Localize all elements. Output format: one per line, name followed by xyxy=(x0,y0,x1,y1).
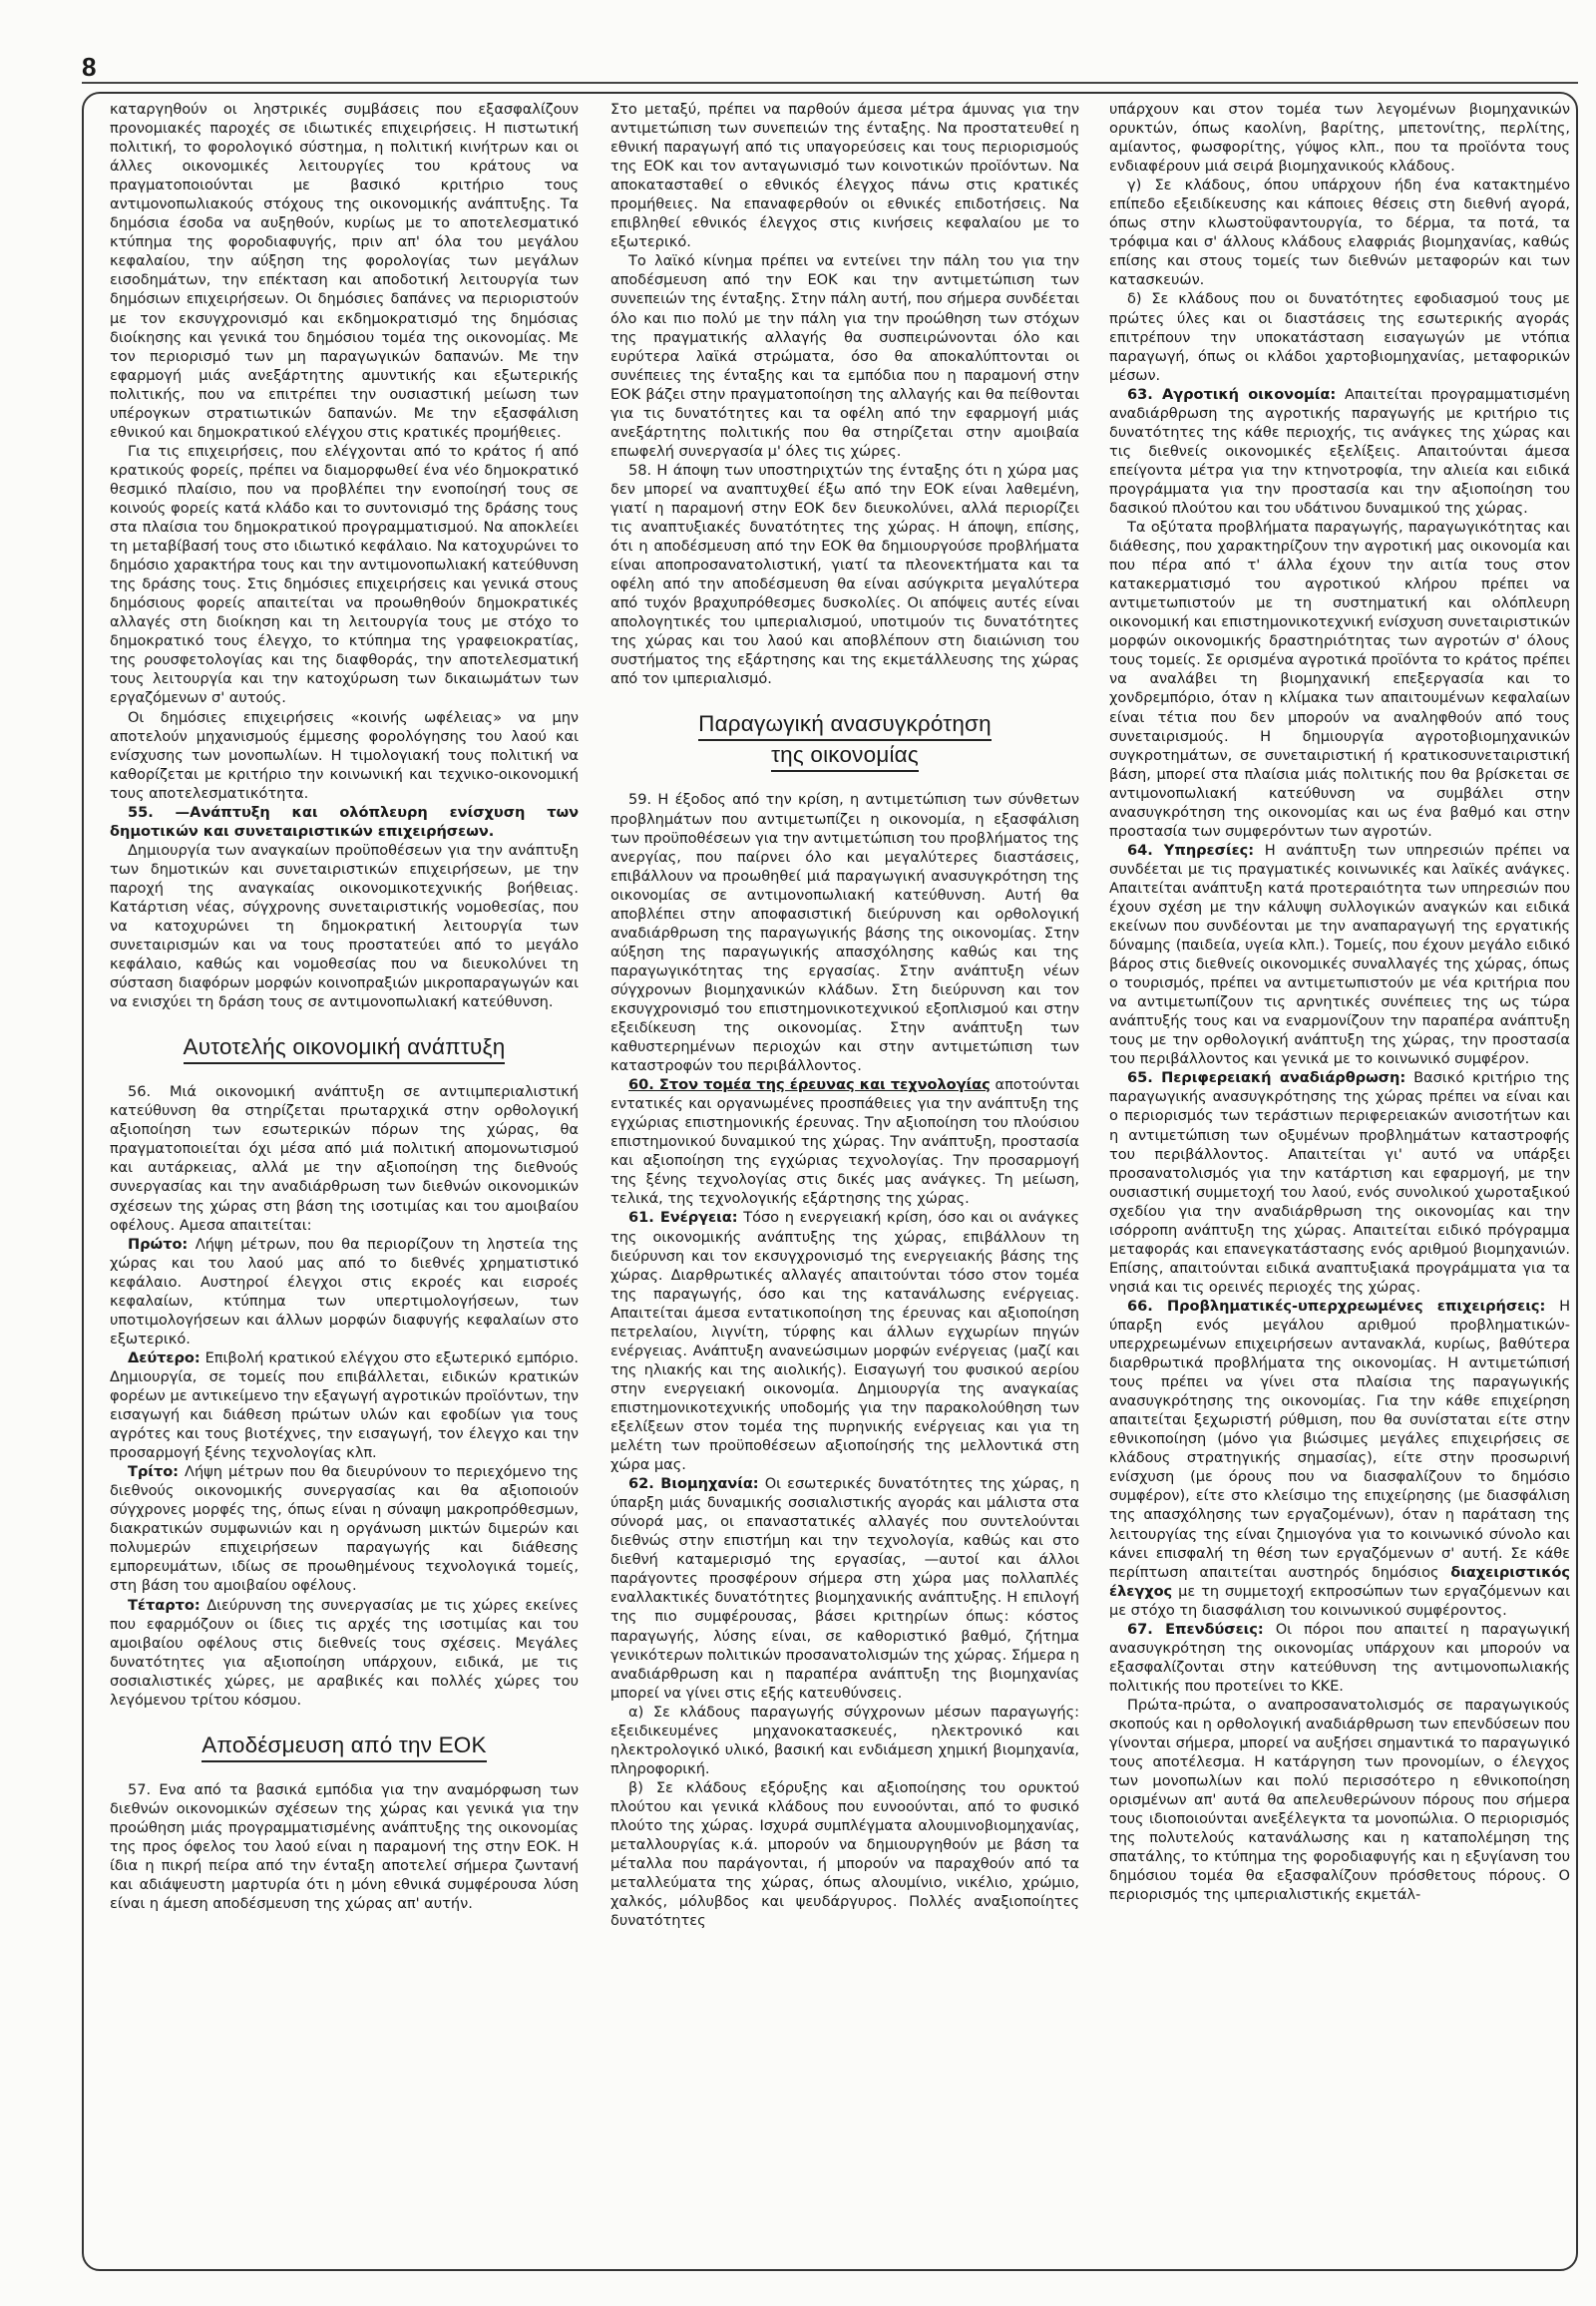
point-label: Πρώτο: xyxy=(128,1235,189,1253)
point-text: Λήψη μέτρων, που θα περιορίζουν τη ληστεία της χώρας και του λαού μας από το διεθνές χρηματιστικό κεφάλαιο. Αυστηροί έλεγχοι στις εκροές και εισροές κεφαλαίων, κτύπημα των υπερτιμολογήσεων, των υποτιμολογήσεων και άλλων μορφών διαφυγής κεφαλαίων στο εξωτερικό. xyxy=(110,1235,579,1347)
item-label: 63. Αγροτική οικονομία: xyxy=(1127,385,1337,403)
point-fourth xyxy=(110,1596,579,1710)
section-heading-eec-withdrawal xyxy=(110,1731,579,1762)
column-1 xyxy=(110,100,579,2264)
item-61 xyxy=(610,1208,1079,1474)
item-55-heading xyxy=(110,803,579,841)
header-rule xyxy=(82,82,1578,84)
point-text: Διεύρυνση της συνεργασίας με τις χώρες εκείνες που εφαρμόζουν οι ίδιες τις αρχές της ισοτιμίας και του αμοιβαίου οφέλους στις διεθνείς τους σχέσεις. Μεγάλες δυνατότητες για αξιοποίηση υπάρχουν, ειδικά, με τις σοσιαλιστικές χώρες, με αραβικές και πολλές χώρες του λεγόμενου τρίτου κόσμου. xyxy=(110,1596,579,1709)
point-label: Τέταρτο: xyxy=(128,1596,200,1614)
paragraph: Στο μεταξύ, πρέπει να παρθούν άμεσα μέτρα άμυνας για την αντιμετώπιση των συνεπειών της ένταξης. Να προστατευθεί η εθνική παραγωγή από τις υπαγορεύσεις και τους περιορισμούς της ΕΟΚ και τον ανταγωνισμό των κοινοτικών προϊόντων. Να αποκατασταθεί ο εθνικός έλεγχος πάνω στις κρατικές προμήθειες. Να επαναφερθούν οι εθνικές επιδοτήσεις. Να επιβληθεί εθνικός έλεγχος στις κινήσεις κεφαλαίου με το εξωτερικό. xyxy=(610,101,1079,251)
paragraph: καταργηθούν οι ληστρικές συμβάσεις που εξασφαλίζουν προνομιακές παροχές σε ιδιωτικές επιχειρήσεις. Η πιστωτική πολιτική, το φορολογικό σύστημα, η πολιτική κινήτρων και οι άλλες οικονομικές λειτουργίες του κράτους να πραγματοποιούνται με βασικό κριτήριο τους αντιμονοπωλιακούς στόχους της οικονομικής ανάπτυξης. Τα δημόσια έσοδα να αυξηθούν, κυρίως με το αποτελεσματικό κτύπημα της φοροδιαφυγής, πριν απ' όλα του μεγάλου κεφαλαίου, την αύξηση της φορολογίας των μεγάλων εισοδημάτων, την επέκταση και αποδοτική λειτουργία των δημόσιων επιχειρήσεων. Οι δημόσιες δαπάνες να περιοριστούν με τον εκσυγχρονισμό και εκδημοκρατισμό της δημόσιας διοίκησης και γενικά του δημόσιου τομέα της οικονομίας. Με τον περιορισμό των μη παραγωγικών δαπανών. Με την εφαρμογή μιάς ανεξάρτητης αμυντικής και εξωτερικής πολιτικής, που να επιτρέπει την ουσιαστική μείωση των υπέρογκων στρατιωτικών δαπανών. Με την εξασφάλιση εθνικού και δημοκρατικού ελέγχου στις κρατικές προμήθειες. xyxy=(110,101,579,441)
point-first xyxy=(110,1235,579,1348)
paragraph: Οι δημόσιες επιχειρήσεις «κοινής ωφέλειας» να μην αποτελούν μηχανισμούς έμμεσης φορολόγησης του λαού και ενίσχυσης των μονοπωλίων. Η τιμολογιακή τους πολιτική να καθορίζεται με κριτήριο την κοινωνική και τεχνικο-οικονομική τους αποτελεσματικότητα. xyxy=(110,708,579,802)
item-text: Η ύπαρξη ενός μεγάλου αριθμού προβληματικών-υπερχρεωμένων επιχειρήσεων αντανακλά, κυρίως, βαθύτερα διαρθρωτικά προβλήματα της οικονομίας. Η αντιμετώπισή τους πρέπει να γίνει στα πλαίσια της παραγωγικής ανασυγκρότησης της οικονομίας. Για την κάθε επιχείρηση απαιτείται ξεχωριστή ρύθμιση, που θα συνίσταται είτε στην εθνικοποίηση (μόνο για βιώσιμες μεγάλες επιχειρήσεις σε κλάδους στρατηγικής σημασίας), είτε στην προσωρινή ενίσχυση (με όρους που να διασφαλίζουν το δημόσιο συμφέρον), είτε στο κλείσιμο της επιχείρησης (με διασφάλιση της απασχόλησης των εργαζομένων), όταν η παράταση της λειτουργίας της είναι ζημιογόνα για το κοινωνικό σύνολο και κάνει επισφαλή τη θέση των εργαζόμενων σ' αυτή. Σε κάθε περίπτωση απαιτείται αυστηρός δημόσιος xyxy=(1109,1297,1570,1581)
item-label: 64. Υπηρεσίες: xyxy=(1127,841,1255,859)
item-62 xyxy=(610,1474,1079,1703)
section-title: Αποδέσμευση από την ΕΟΚ xyxy=(201,1731,486,1762)
item-text: Οι εσωτερικές δυνατότητες της χώρας, η ύπαρξη μιάς δυναμικής σοσιαλιστικής αγοράς και μάλιστα στα σύνορά μας, οι επαναστατικές αλλαγές που συντελούνται διεθνώς στην επιστήμη και την τεχνολογία, καθώς και στο διεθνή καταμερισμό της εργασίας, —αυτοί και άλλοι παράγοντες προσφέρουν σήμερα στη χώρα μας πολλαπλές εναλλακτικές δυνατότητες βιομηχανικής ανάπτυξης. Η επιλογή της πιο συμφέρουσας, βάσει κριτηρίων όπως: κόστος παραγωγής, λύσης είναι, σε καθοριστικό βαθμό, ζήτημα γενικότερων πολιτικών προσανατολισμών της χώρας. Σήμερα η αναδιάρθρωση και η παραπέρα ανάπτυξη της βιομηχανίας μπορεί να γίνει στις εξής κατευθύνσεις. xyxy=(610,1475,1079,1702)
point-text: Λήψη μέτρων που θα διευρύνουν το περιεχόμενο της διεθνούς οικονομικής συνεργασίας και θα αξιοποιούν σύγχρονες μορφές της, όπως είναι η σύναψη μακροπρόθεσμων, διακρατικών συμφωνιών και η οργάνωση μικτών διμερών και πολυμερών επιχειρήσεων παραγωγής και διάθεσης εμπορευμάτων, ιδίως σε προωθημένους τεχνολογικά τομείς, στη βάση του αμοιβαίου οφέλους. xyxy=(110,1463,579,1595)
paragraph: 59. Η έξοδος από την κρίση, η αντιμετώπιση των σύνθετων προβλημάτων που αντιμετωπίζει η οικονομία, η εξασφάλιση των προϋποθέσεων για την αντιμετώπιση του προβλήματος της ανεργίας, που παίρνει όλο και μεγαλύτερες διαστάσεις, επιβάλλουν να προωθηθεί μιά παραγωγική ανασυγκρότηση της οικονομίας σε αντιμονοπωλιακή κατεύθυνση. Αυτή θα αποβλέπει στην αποφασιστική διεύρυνση και ορθολογική αναδιάρθρωση της παραγωγικής βάσης της οικονομίας. Στην αύξηση της παραγωγικής απασχόλησης καθώς και της παραγωγικότητας της εργασίας. Στην ανάπτυξη νέων σύγχρονων βιομηχανικών κλάδων. Στη διεύρυνση και τον εκσυγχρονισμό του επιστημονικοτεχνικού εξοπλισμού και στην εξειδίκευση της οικονομίας. Στην ανάπτυξη των καθυστερημένων περιοχών και στην αντιμετώπιση των καταστροφών του περιβάλλοντος. xyxy=(610,791,1079,1075)
paragraph: α) Σε κλάδους παραγωγής σύγχρονων μέσων παραγωγής: εξειδικευμένες μηχανοκατασκευές, ηλεκτρονικό και ηλεκτρολογικό υλικό, βασική και ενδιάμεση χημική βιομηχανία, πληροφορική. xyxy=(610,1703,1079,1777)
item-label: 61. Ενέργεια: xyxy=(628,1209,738,1227)
item-text: με τη συμμετοχή εκπροσώπων των εργαζόμενων και με στόχο τη διασφάλιση του κοινωνικού συμφέροντος. xyxy=(1109,1582,1570,1619)
point-label: Δεύτερο: xyxy=(128,1348,200,1366)
paragraph: 58. Η άποψη των υποστηριχτών της ένταξης ότι η χώρα μας δεν μπορεί να αναπτυχθεί έξω από την ΕΟΚ είναι λαθεμένη, γιατί η παραμονή στην ΕΟΚ δεν διευκολύνει, αλλά περιορίζει τις αναπτυξιακές δυνατότητες της χώρας. Η άποψη, επίσης, ότι η αποδέσμευση από την ΕΟΚ θα δημιουργούσε προβλήματα είναι αποπροσανατολιστική, γιατί τα πλεονεκτήματα και τα οφέλη από την αποδέσμευση θα είναι ασύγκριτα μεγαλύτερα από τυχόν βραχυπρόθεσμες δυσκολίες. Οι απόψεις αυτές είναι απολογητικές του ιμπεριαλισμού, υποτιμούν τις δυνατότητες της χώρας και του λαού και αποβλέπουν στη διαιώνιση του συστήματος της εξάρτησης και της εκμετάλλευσης της χώρας από τον ιμπεριαλισμό. xyxy=(610,461,1079,688)
section-title: Αυτοτελής οικονομική ανάπτυξη xyxy=(184,1033,506,1064)
item-64 xyxy=(1109,841,1570,1069)
paragraph: υπάρχουν και στον τομέα των λεγομένων βιομηχανικών ορυκτών, όπως καολίνη, βαρίτης, μπετονίτης, περλίτης, αμίαντος, φωσφορίτης, γύψος κλπ., που τα προϊόντα τους ενδιαφέρουν μιά σειρά βιομηχανικούς κλάδους. xyxy=(1109,101,1570,176)
item-text: Βασικό κριτήριο της παραγωγικής ανασυγκρότησης της χώρας πρέπει να είναι και ο περιορισμός των τεράστιων περιφερειακών ανισοτήτων και η αντιμετώπιση των οξυμένων προβλημάτων καταστροφής του περιβάλλοντος. Απαιτείται γι' αυτό να υπάρξει προσανατολισμός για την κατάρτιση και εφαρμογή, με την ουσιαστική συμμετοχή του λαού, ενός συνολικού χωροταξικού σχεδίου για την αναδιάρθρωση της οικονομίας και την ισόρροπη ανάπτυξη της χώρας. Απαιτείται ειδικό πρόγραμμα μεταφοράς και επανεγκατάστασης ενός αριθμού βιομηχανιών. Επίσης, απαιτούνται ειδικά αναπτυξιακά προγράμματα για τα νησιά και τις ορεινές περιοχές της χώρας. xyxy=(1109,1069,1570,1296)
item-label: 66. Προβληματικές-υπερχρεωμένες επιχειρήσεις: xyxy=(1127,1297,1546,1315)
section-title-line-1: Παραγωγική ανασυγκρότηση xyxy=(698,710,992,741)
point-label: Τρίτο: xyxy=(128,1463,179,1481)
paragraph: 57. Ενα από τα βασικά εμπόδια για την αναμόρφωση των διεθνών οικονομικών σχέσεων της χώρας και γενικά για την προώθηση μιάς προγραμματισμένης ανάπτυξης της οικονομίας της προς όφελος του λαού είναι η παραμονή της στην ΕΟΚ. Η ίδια η πικρή πείρα από την ένταξη αποτελεί σήμερα ζωντανή και αδιάψευστη μαρτυρία ότι η μόνη εθνικά συμφέρουσα λύση είναι η άμεση αποδέσμευση της χώρας απ' αυτήν. xyxy=(110,1780,579,1913)
page-number: 8 xyxy=(82,52,97,82)
item-63 xyxy=(1109,385,1570,518)
column-2 xyxy=(610,100,1079,2264)
item-55-title: 55. —Ανάπτυξη και ολόπλευρη ενίσχυση των δημοτικών και συνεταιριστικών επιχειρήσεων. xyxy=(110,803,579,840)
paragraph: Δημιουργία των αναγκαίων προϋποθέσεων για την ανάπτυξη των δημοτικών και συνεταιριστικών επιχειρήσεων, με την παροχή της αναγκαίας οικονομικοτεχνικής βοήθειας. Κατάρτιση νέας, σύγχρονης συνεταιριστικής νομοθεσίας, που να κατοχυρώνει τη δημοκρατική λειτουργία των συνεταιρισμών και να τους προστατεύει από το μεγάλο κεφάλαιο, καθώς και νομοθεσίας που να διευκολύνει τη σύσταση διαφόρων μορφών κοινοπραξιών μικροπαραγωγών και να ενισχύει τη δράση τους σε αντιμονοπωλιακή κατεύθυνση. xyxy=(110,841,579,1011)
paragraph: Για τις επιχειρήσεις, που ελέγχονται από το κράτος ή από κρατικούς φορείς, πρέπει να διαμορφωθεί ένα νέο δημοκρατικό θεσμικό πλαίσιο, που να προβλέπει την ενοποίησή τους σε κοινούς φορείς κατά κλάδο και το συντονισμό της δράσης τους στα πλαίσια του δημοκρατικού προγραμματισμού. Να αποκλείει τη μεταβίβασή τους στο ιδιωτικό κεφάλαιο. Να κατοχυρώνει το δημόσιο χαρακτήρα τους και την αντιμονοπωλιακή κατεύθυνση της δράσης τους. Στις δημόσιες επιχειρήσεις και γενικά στους δημόσιους φορείς απαιτείται να προωθηθούν δημοκρατικές αλλαγές στη διοίκηση και τη λειτουργία τους με στόχο το δημοκρατικό τους έλεγχο, το κτύπημα της γραφειοκρατίας, της ρουσφετολογίας και της διαφθοράς, την αποτελεσματική τους λειτουργία και την κατοχύρωση των δικαιωμάτων των εργαζόμενων σ' αυτούς. xyxy=(110,442,579,707)
item-text: Οι πόροι που απαιτεί η παραγωγική ανασυγκρότηση της οικονομίας υπάρχουν και μπορούν να εξασφαλίζονται στην κατεύθυνση της αντιμονοπωλιακής πολιτικής που προτείνει το ΚΚΕ. xyxy=(1109,1620,1570,1695)
item-label: 65. Περιφερειακή αναδιάρθρωση: xyxy=(1127,1069,1406,1087)
section-heading-productive-reconstruction xyxy=(610,710,1079,772)
item-text: Απαιτείται προγραμματισμένη αναδιάρθρωση της αγροτικής παραγωγής με κριτήριο τις δυνατότητες της κάθε περιοχής, τις ανάγκες της χώρας και τις διεθνείς οικονομικές εξελίξεις. Απαιτούνται άμεσα επείγοντα μέτρα για την κτηνοτροφία, την αλιεία και ειδικά προγράμματα για την προστασία και την αξιοποίηση του δασικού πλούτου και του υδάτινου δυναμικού της χώρας. xyxy=(1109,385,1570,517)
item-text: Η ανάπτυξη των υπηρεσιών πρέπει να συνδέεται με τις πραγματικές κοινωνικές και λαϊκές ανάγκες. Απαιτείται ανάπτυξη κατά προτεραιότητα των υπηρεσιών που έχουν σχέση με την κάλυψη συλλογικών αναγκών και ειδικά εκείνων που συνδέονται με την αναπαραγωγή της εργατικής δύναμης (παιδεία, υγεία κλπ.). Τομείς, που έχουν μεγάλο ειδικό βάρος στις διεθνείς οικονομικές συναλλαγές της χώρας, όπως ο τουρισμός, πρέπει να αντιμετωπιστούν με νέα κριτήρια που να αντιμετωπίζουν τις αρνητικές συνέπειες της ως τώρα ανάπτυξής τους και να εναρμονίζουν την παραπέρα ανάπτυξη τους με την ορθολογική ανάπτυξη της χώρας, την προστασία του περιβάλλοντος και γενικά με το κοινωνικό συμφέρον. xyxy=(1109,841,1570,1068)
item-emphasis: διαχειριστικός έλεγχος xyxy=(1109,1563,1570,1600)
item-65 xyxy=(1109,1068,1570,1297)
paragraph: 56. Μιά οικονομική ανάπτυξη σε αντιιμπεριαλιστική κατεύθυνση θα στηρίζεται πρωταρχικά στην ορθολογική αξιοποίηση των εσωτερικών πόρων της χώρας, θα πραγματοποιείται όχι μέσα από μιά πολιτική απομονωτισμού και αυτάρκειας, αλλά με την αξιοποίηση της διεθνούς συνεργασίας και την αναδιάρθρωση των διεθνών οικονομικών σχέσεων της χώρας στη βάση της ισοτιμίας και του αμοιβαίου οφέλους. Αμεσα απαιτείται: xyxy=(110,1083,579,1234)
point-second xyxy=(110,1348,579,1462)
item-label: 67. Επενδύσεις: xyxy=(1127,1620,1264,1638)
point-third xyxy=(110,1462,579,1595)
paragraph: Το λαϊκό κίνημα πρέπει να εντείνει την πάλη του για την αποδέσμευση από την ΕΟΚ και την αντιμετώπιση των συνεπειών της ένταξης. Στην πάλη αυτή, που σήμερα συνδέεται όλο και πιο πολύ με την πάλη για την προώθηση των στόχων της πραγματικής αλλαγής θα συσπειρώνονται όλο και ευρύτερα λαϊκά στρώματα, όσο θα αποκαλύπτονται οι συνέπειες της ένταξης και τα εμπόδια που η παραμονή στην ΕΟΚ βάζει στην πραγματοποίηση της αλλαγής και θα πείθονται για τις δυνατότητες και τα οφέλη από την εφαρμογή μιάς ανεξάρτητης πολιτικής που θα στηρίζεται στην αμοιβαία επωφελή συνεργασία μ' όλες τις χώρες. xyxy=(610,252,1079,460)
section-title-line-2: της οικονομίας xyxy=(771,741,919,772)
paragraph: Πρώτα-πρώτα, ο αναπροσανατολισμός σε παραγωγικούς σκοπούς και η ορθολογική αναδιάρθρωση των επενδύσεων που γίνονται σήμερα, μπορεί να αυξήσει σημαντικά το παραγωγικό τους αποτέλεσμα. Η κατάργηση των προνομίων, ο έλεγχος των μονοπωλίων και πολύ περισσότερο η εθνικοποίηση ορισμένων απ' αυτά θα απελευθερώνουν πόρους που σήμερα τους ιδιοποιούνται ανεξέλεγκτα τα μονοπώλια. Ο περιορισμός της πολυτελούς κατανάλωσης και η καταπολέμηση της σπατάλης, το κτύπημα της φοροδιαφυγής και η εξυγίανση του δημόσιου τομέα θα εξασφαλίζουν πρόσθετους πόρους. Ο περιορισμός της ιμπεριαλιστικής εκμετάλ- xyxy=(1109,1696,1570,1904)
item-60 xyxy=(610,1075,1079,1208)
item-67 xyxy=(1109,1620,1570,1696)
paragraph: δ) Σε κλάδους που οι δυνατότητες εφοδιασμού τους με πρώτες ύλες και οι διαστάσεις της εσωτερικής αγοράς επιτρέπουν την υποκατάσταση εισαγωγών με ντόπια παραγωγή, όπως οι κλάδοι χαρτοβιομηχανίας, μεταφορικών μέσων. xyxy=(1109,290,1570,384)
paragraph: Τα οξύτατα προβλήματα παραγωγής, παραγωγικότητας και διάθεσης, που χαρακτηρίζουν την αγροτική μας οικονομία και που πέρα από τ' άλλα έχουν την αιτία τους στον κατακερματισμό του αγροτικού κλήρου πρέπει να αντιμετωπιστούν με τη συστηματική και ολόπλευρη οικονομική και επιστημονικοτεχνική ενίσχυση συνεταιριστικών μορφών οικονομικής δραστηριότητας των αγροτών σ' όλους τους τομείς. Σε ορισμένα αγροτικά προϊόντα το κράτος πρέπει να αναλάβει τη βιομηχανική επεξεργασία και το χονδρεμπόριο, όταν η κλίμακα των απαιτουμένων κεφαλαίων είναι τέτια που δεν μπορούν να αναληφθούν από τους συνεταιρισμούς. Η δημιουργία αγροτοβιομηχανικών συγκροτημάτων, σε συνεταιριστική ή κρατικοσυνεταιριστική βάση, μπορεί στα πλαίσια μιάς πολιτικής που θα βρίσκεται σε αντιμονοπωλιακή κατεύθυνση να συμβάλει στην ανασυγκρότηση της οικονομίας και ως ένα βαθμό και στην προστασία των συμφερόντων των αγροτών. xyxy=(1109,519,1570,840)
paragraph: β) Σε κλάδους εξόρυξης και αξιοποίησης του ορυκτού πλούτου και γενικά κλάδους που ευνοούνται, από το φυσικό πλούτο της χώρας. Ισχυρά συμπλέγματα αλουμινοβιομηχανίας, μεταλλουργίας κ.ά. μπορούν να δημιουργηθούν με βάση τα μέταλλα που παράγονται, ή μπορούν να παραχθούν από τα μεταλλεύματα της χώρας, όπως αλουμίνιο, νικέλιο, χρώμιο, χαλκός, μόλυβδος και ψευδάργυρος. Πολλές αναξιοποίητες δυνατότητες xyxy=(610,1778,1079,1930)
column-3 xyxy=(1109,100,1570,2264)
paragraph: γ) Σε κλάδους, όπου υπάρχουν ήδη ένα κατακτημένο επίπεδο εξειδίκευσης και κάποιες θέσεις στη διεθνή αγορά, όπως στην κλωστοϋφαντουργία, το δέρμα, τα ποτά, τα τρόφιμα και σ' άλλους κλάδους ελαφριάς βιομηχανίας, καθώς επίσης και στους τομείς των διεθνών μεταφορών και των κατασκευών. xyxy=(1109,177,1570,289)
item-text: Τόσο η ενεργειακή κρίση, όσο και οι ανάγκες της οικονομικής ανάπτυξης της χώρας, επιβάλλουν τη διεύρυνση και τον εκσυγχρονισμό της ενεργειακής βάσης της χώρας. Διαρθρωτικές αλλαγές απαιτούνται τόσο στον τομέα της παραγωγής, όσο και της κατανάλωσης ενέργειας. Απαιτείται άμεσα εντατικοποίηση της έρευνας και αξιοποίηση πετρελαίου, λιγνίτη, τύρφης και άλλων εγχωρίων πηγών ενέργειας. Ανάπτυξη ανανεώσιμων μορφών ενέργειας (μαζί και της ηλιακής και της αιολικής). Εισαγωγή του φυσικού αερίου στην ενεργειακή οικονομία. Δημιουργία της αναγκαίας επιστημονικοτεχνικής υποδομής για την παρακολούθηση των εξελίξεων στον τομέα της πυρηνικής ενέργειας και για τη μελέτη των προϋποθέσεων αξιοποίησής της μελλοντικά στη χώρα μας. xyxy=(610,1209,1079,1474)
point-text: Επιβολή κρατικού ελέγχου στο εξωτερικό εμπόριο. Δημιουργία, σε τομείς που επιβάλλεται, ειδικών κρατικών φορέων με αντικείμενο την εξαγωγή αγροτικών προϊόντων, την εισαγωγή και διάθεση πρώτων υλών και εφοδίων για τους αγρότες και τους βιοτέχνες, την εισαγωγή, τον έλεγχο και την προσαρμογή ξένης τεχνολογίας κλπ. xyxy=(110,1348,579,1462)
item-text: αποτούνται εντατικές και οργανωμένες προσπάθειες για την ανάπτυξη της εγχώριας επιστημονικής έρευνας. Την αξιοποίηση του πλούσιου επιστημονικού δυναμικού της χώρας. Την ανάπτυξη, προστασία και αξιοποίηση της εγχώριας τεχνολογίας. Την προσαρμογή της ξένης τεχνολογίας στις δικές μας ανάγκες. Τη μείωση, τελικά, της τεχνολογικής εξάρτησης της χώρας. xyxy=(610,1076,1079,1208)
section-heading-autonomous-development xyxy=(110,1033,579,1064)
item-66 xyxy=(1109,1297,1570,1620)
item-label: 60. Στον τομέα της έρευνας και τεχνολογίας xyxy=(628,1076,991,1094)
item-label: 62. Βιομηχανία: xyxy=(628,1475,759,1493)
